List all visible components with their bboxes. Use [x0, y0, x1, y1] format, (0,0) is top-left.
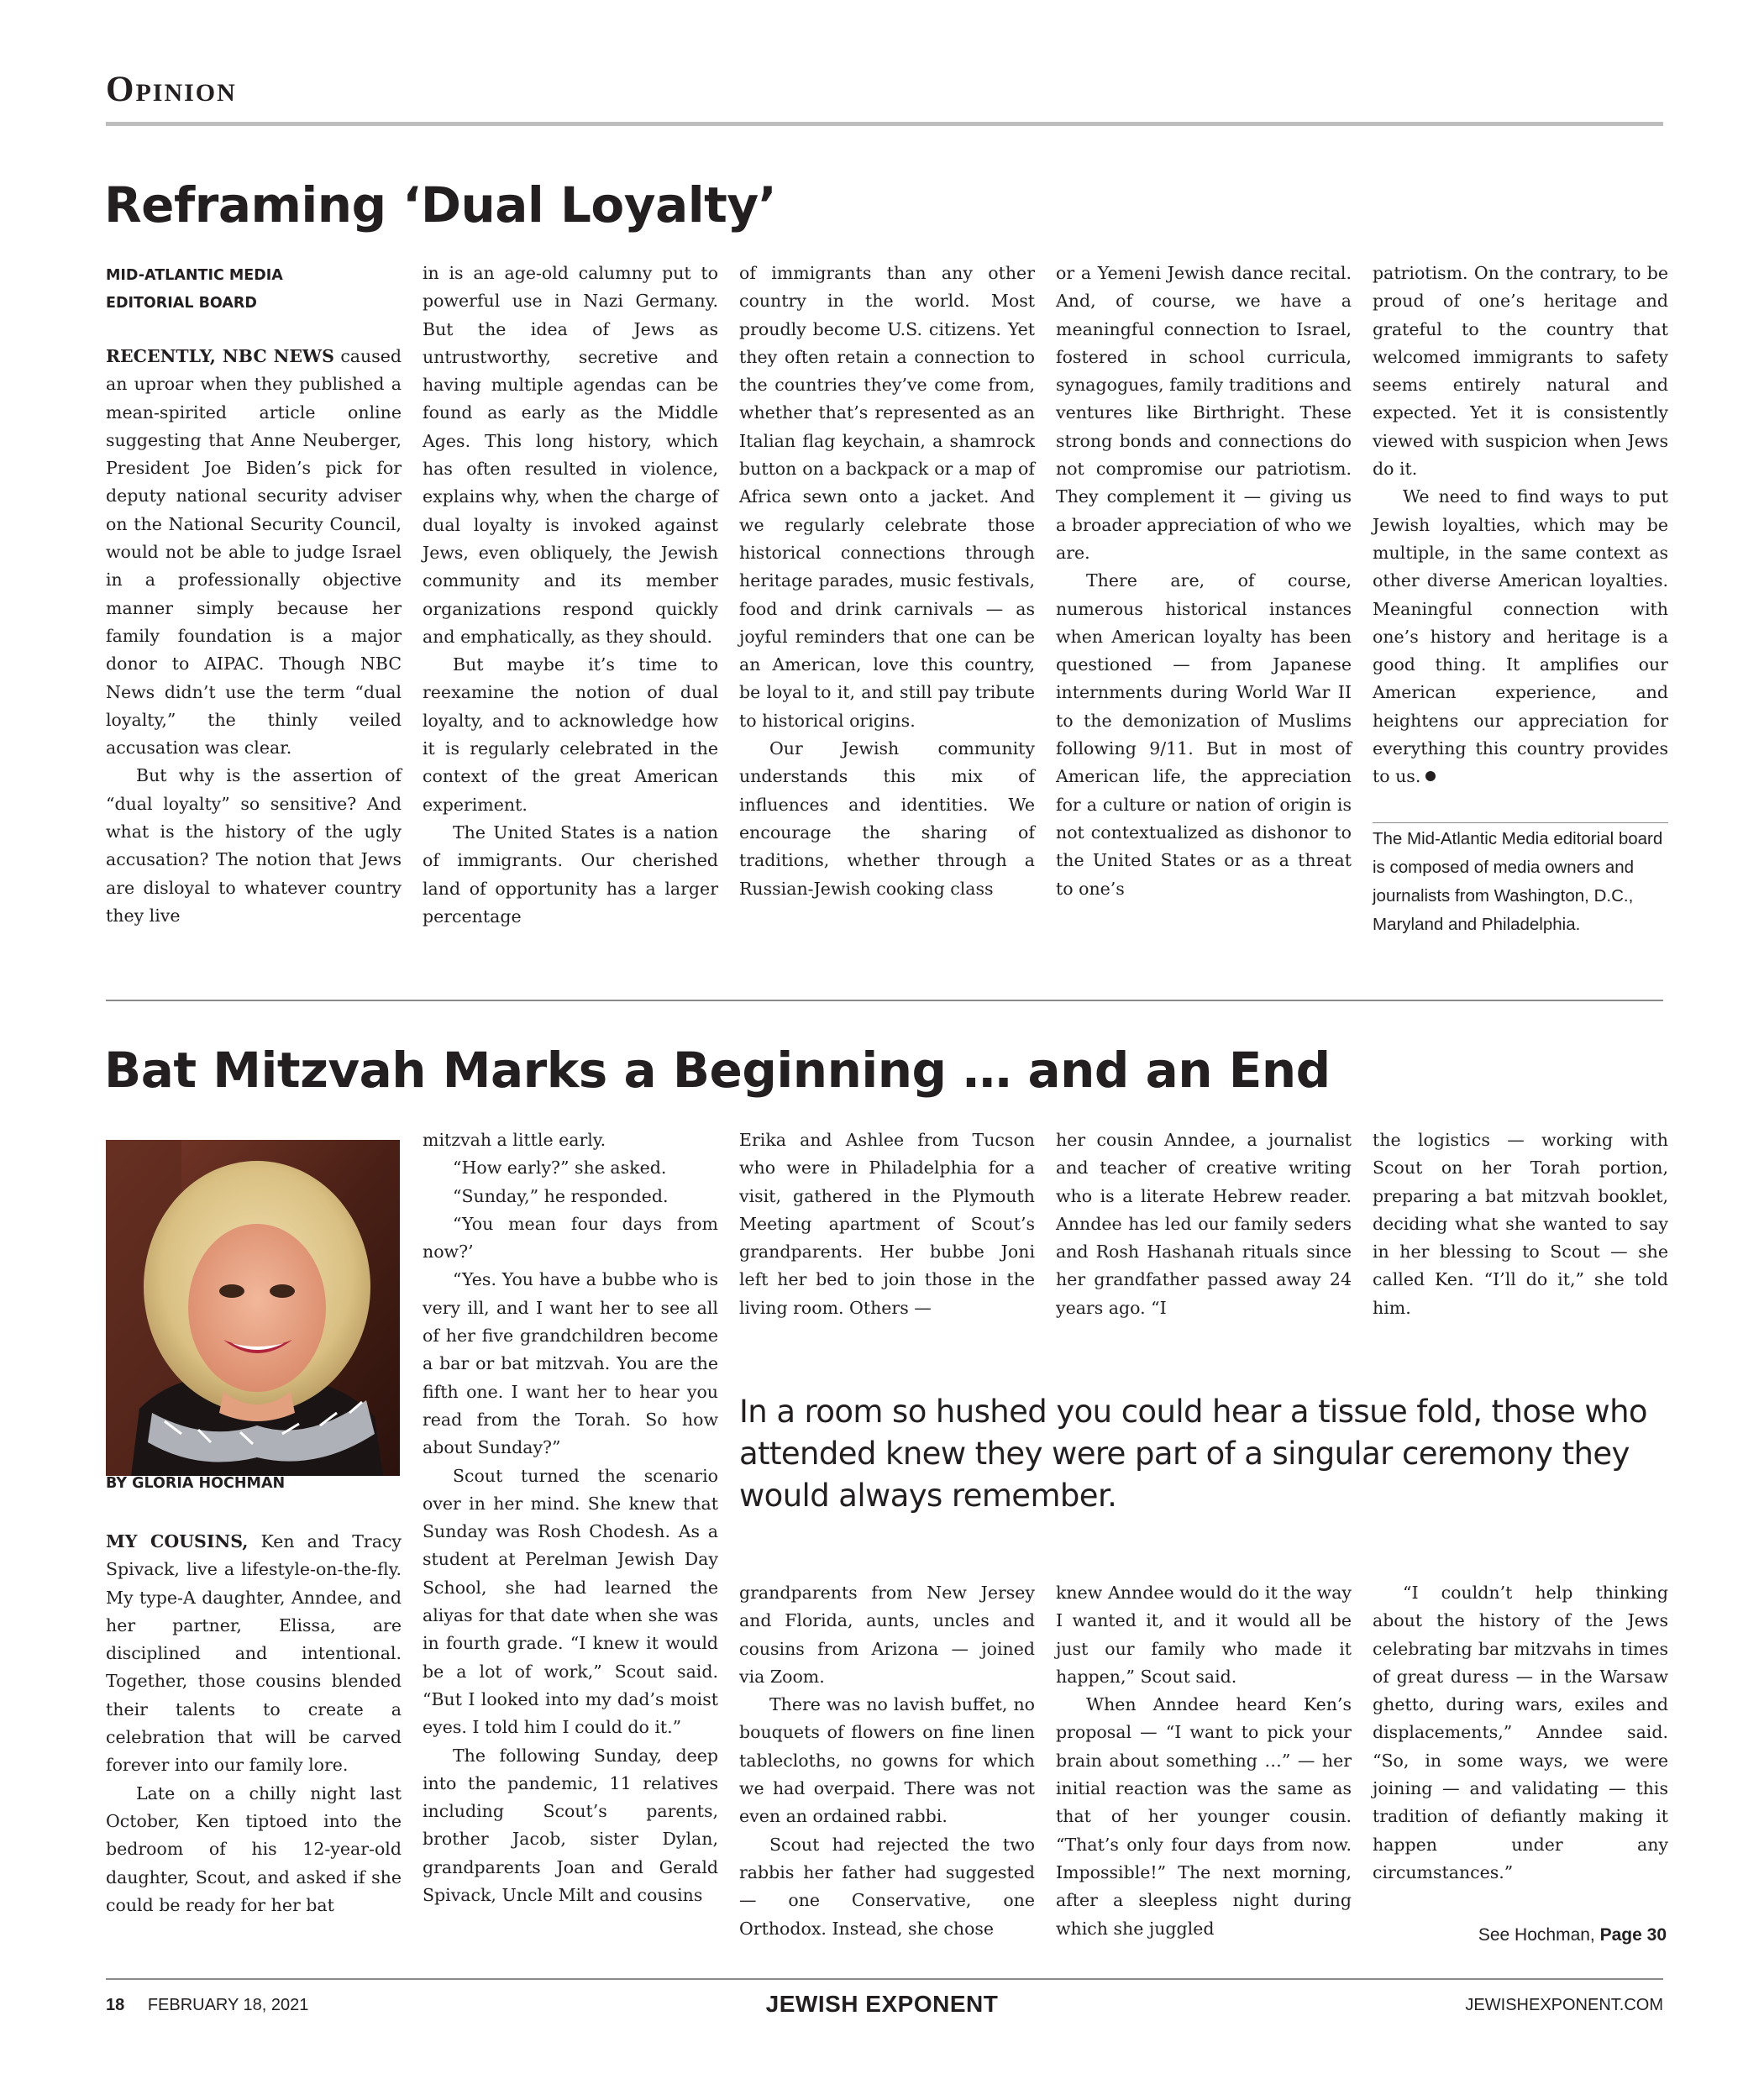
- lead-in: RECENTLY, NBC NEWS: [106, 346, 334, 366]
- paragraph: “I couldn’t help thinking about the history of the Jews celebrating bar mitzvahs in times of great duress — in the Warsaw ghetto, during wars, exiles and displacements,” Anndee said. “So, in some ways, we were joining — and validating — this tradition of defiantly making it happen under any circumstances.”: [1373, 1583, 1668, 1882]
- website-link[interactable]: JEWISHEXPONENT.COM: [1465, 1996, 1663, 2014]
- paragraph: Late on a chilly night last October, Ken tiptoed into the bedroom of his 12-year-old daughter, Scout, and asked if she could be ready for her bat: [106, 1782, 402, 1915]
- issue-date: FEBRUARY 18, 2021: [147, 1996, 309, 2014]
- editorial-column-3: [739, 260, 1035, 903]
- paragraph: When Anndee heard Ken’s proposal — “I want to pick your brain about something …” — her initial reaction was the same as that of her younger cousin. “That’s only four days from now. Impossible!” The next morning, after a sleepless night during which she juggled: [1056, 1694, 1352, 1939]
- paragraph: the logistics — working with Scout on her Torah portion, preparing a bat mitzvah booklet, deciding what she wanted to say in her blessing to Scout — she called Ken. “I’ll do it,” she told him.: [1373, 1130, 1668, 1318]
- paragraph: her cousin Anndee, a journalist and teacher of creative writing who is a literate Hebrew reader. Anndee has led our family seders and Rosh Hashanah rituals since her grandfather passed away 24 years ago. “I: [1056, 1130, 1352, 1318]
- page-number: 18: [106, 1996, 125, 2014]
- editorial-byline: [106, 262, 283, 318]
- paragraph: patriotism. On the contrary, to be proud of one’s heritage and grateful to the country that welcomed immigrants to safety seems entirely natural and expected. Yet it is consistently viewed with suspicion when Jews do it.: [1373, 263, 1668, 480]
- paragraph: There are, of course, numerous historical instances when American loyalty has been questioned — from Japanese internments during World War II to the demonization of Muslims following 9/11. But in most of American life, the appreciation for a culture or nation of origin is not contextualized as dishonor to the United States or as a threat to one’s: [1056, 570, 1352, 899]
- jump-line: [1373, 1925, 1667, 1945]
- paragraph: There was no lavish buffet, no bouquets of flowers on fine linen tablecloths, no gowns for which we had overpaid. There was not even an ordained rabbi.: [739, 1694, 1035, 1827]
- editorial-byline-line-2: EDITORIAL BOARD: [106, 295, 257, 312]
- paragraph: But why is the assertion of “dual loyalty” so sensitive? And what is the history of the ugly accusation? The notion that Jews are disloyal to whatever country they live: [106, 765, 402, 926]
- feature-column-3-bottom: [739, 1579, 1035, 1943]
- footer-rule: [106, 1978, 1663, 1980]
- paragraph: mitzvah a little early.: [423, 1130, 606, 1150]
- author-photo: [106, 1140, 400, 1476]
- editorial-headline: Reframing ‘Dual Loyalty’: [104, 176, 777, 234]
- paragraph: Erika and Ashlee from Tucson who were in Philadelphia for a visit, gathered in the Plymouth Meeting apartment of Scout’s grandparents. Her bubbe Joni left her bed to join those in the living room. Others —: [739, 1130, 1035, 1318]
- feature-column-1: [106, 1528, 402, 1919]
- feature-headline: Bat Mitzvah Marks a Beginning … and an End: [104, 1042, 1331, 1099]
- paragraph: [106, 1528, 402, 1780]
- paragraph-text: caused an uproar when they published a mean-spirited article online suggesting that Anne Neuberger, President Joe Biden’s pick for deputy national security adviser on the National Security Council, would not be able to judge Israel in a professionally objective manner simply because her family foundation is a major donor to AIPAC. Though NBC News didn’t use the term “dual loyalty,” the thinly veiled accusation was clear.: [106, 346, 402, 759]
- editorial-column-4: [1056, 260, 1352, 903]
- editorial-column-5: [1373, 260, 1668, 791]
- publication-name: JEWISH EXPONENT: [765, 1991, 999, 2017]
- paragraph: of immigrants than any other country in the world. Most proudly become U.S. citizens. Yet they often retain a connection to the countries they’ve come from, whether that’s represented as an Italian flag keychain, a shamrock button on a backpack or a map of Africa sewn onto a jacket. And we regularly celebrate those historical connections through heritage parades, music festivals, food and drink carnivals — as joyful reminders that one can be an American, love this country, be loyal to it, and still pay tribute to historical origins.: [739, 263, 1035, 731]
- feature-column-4-top: [1056, 1126, 1352, 1322]
- editorial-board-bio: The Mid-Atlantic Media editorial board is composed of media owners and journalists from Washington, D.C., Maryland and Philadelphia.: [1373, 829, 1663, 934]
- editorial-column-1: [106, 343, 402, 930]
- author-photo-image: [106, 1140, 400, 1476]
- bio-rule: [1373, 822, 1668, 823]
- feature-column-5-top: [1373, 1126, 1668, 1322]
- paragraph: The United States is a nation of immigrants. Our cherished land of opportunity has a larger percentage: [423, 822, 718, 927]
- paragraph-text: We need to find ways to put Jewish loyalties, which may be multiple, in the same context as other diverse American loyalties. Meaningful connection with one’s history and heritage is a good thing. It amplifies our American experience, and heightens our appreciation for everything this country provides to us.: [1373, 486, 1668, 787]
- paragraph: grandparents from New Jersey and Florida, aunts, uncles and cousins from Arizona — joined via Zoom.: [739, 1583, 1035, 1687]
- lead-in: MY COUSINS,: [106, 1531, 249, 1551]
- feature-column-5-bottom: [1373, 1579, 1668, 1887]
- article-divider: [106, 1000, 1663, 1001]
- paragraph: “How early?” she asked.: [453, 1158, 667, 1179]
- paragraph: or a Yemeni Jewish dance recital. And, of course, we have a meaningful connection to Israel, fostered in school curricula, synagogues, family traditions and ventures like Birthright. These strong bonds and connections do not compromise our patriotism. They complement it — giving us a broader appreciation of who we are.: [1056, 263, 1352, 563]
- feature-byline: BY GLORIA HOCHMAN: [106, 1475, 286, 1492]
- section-rule: [106, 122, 1663, 126]
- paragraph: Scout turned the scenario over in her mind. She knew that Sunday was Rosh Chodesh. As a student at Perelman Jewish Day School, she had learned the aliyas for that date when she was in fourth grade. “I knew it would be a lot of work,” Scout said. “But I looked into my dad’s moist eyes. I told him I could do it.”: [423, 1465, 718, 1738]
- end-mark-icon: [1425, 771, 1436, 781]
- editorial-column-2: [423, 260, 718, 931]
- paragraph: in is an age-old calumny put to powerful use in Nazi Germany. But the idea of Jews as untrustworthy, secretive and having multiple agendas can be found as early as the Middle Ages. This long history, which has often resulted in violence, explains why, when the charge of dual loyalty is invoked against Jews, even obliquely, the Jewish community and its member organizations respond quickly and emphatically, as they should.: [423, 263, 718, 647]
- paragraph: Scout had rejected the two rabbis her father had suggested — one Conservative, one Orthodox. Instead, she chose: [739, 1834, 1035, 1939]
- paragraph: “You mean four days from now?’: [423, 1213, 718, 1263]
- paragraph: knew Anndee would do it the way I wanted it, and it would all be just our family who made it happen,” Scout said.: [1056, 1583, 1352, 1687]
- paragraph: The following Sunday, deep into the pandemic, 11 relatives including Scout’s parents, brother Jacob, sister Dylan, grandparents Joan and Gerald Spivack, Uncle Milt and cousins: [423, 1745, 718, 1906]
- pull-quote: In a room so hushed you could hear a tissue fold, those who attended knew they were part of a singular ceremony they would always remember.: [739, 1394, 1647, 1514]
- editorial-byline-line-1: MID-ATLANTIC MEDIA: [106, 267, 283, 284]
- section-label: Opinion: [106, 70, 237, 109]
- jump-line-text: See Hochman,: [1478, 1925, 1600, 1945]
- feature-column-3-top: [739, 1126, 1035, 1322]
- jump-page-link[interactable]: Page 30: [1599, 1925, 1667, 1945]
- paragraph: [1373, 483, 1668, 790]
- feature-column-2: [423, 1126, 718, 1909]
- paragraph: “Sunday,” he responded.: [453, 1185, 669, 1206]
- paragraph: Our Jewish community understands this mix of influences and identities. We encourage the sharing of traditions, whether through a Russian-Jewish cooking class: [739, 738, 1035, 899]
- paragraph: [106, 343, 402, 762]
- paragraph-text: Ken and Tracy Spivack, live a lifestyle-on-the-fly. My type-A daughter, Anndee, and her partner, Elissa, are disciplined and intentional. Together, those cousins blended their talents to create a celebration that will be carved forever into our family lore.: [106, 1531, 402, 1776]
- paragraph: “Yes. You have a bubbe who is very ill, and I want her to see all of her five grandchildren become a bar or bat mitzvah. You are the fifth one. I want her to hear you read from the Torah. So how about Sunday?”: [423, 1269, 718, 1458]
- feature-column-4-bottom: [1056, 1579, 1352, 1943]
- paragraph: But maybe it’s time to reexamine the notion of dual loyalty, and to acknowledge how it is regularly celebrated in the context of the great American experiment.: [423, 654, 718, 815]
